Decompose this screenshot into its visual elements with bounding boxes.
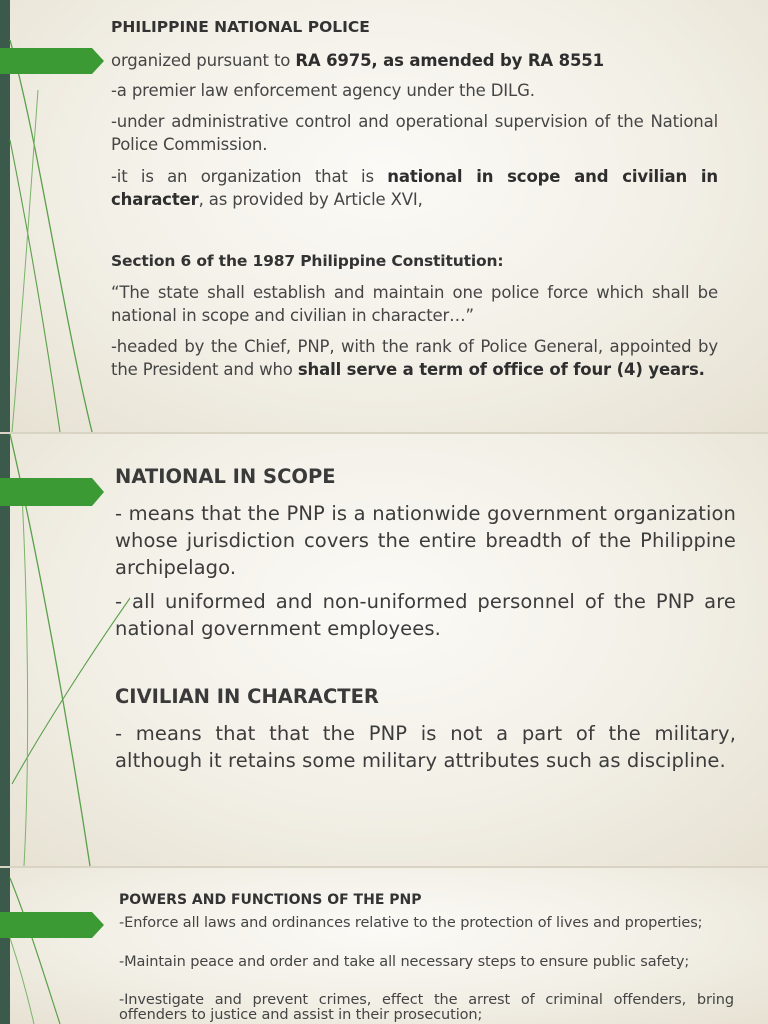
- slide-title: POWERS AND FUNCTIONS OF THE PNP: [119, 892, 422, 908]
- paragraph-not-military: - means that that the PNP is not a part of the military, although it retains some military attributes such as discipline.: [115, 722, 736, 772]
- slide-2: [0, 434, 768, 866]
- list-item: -Investigate and prevent crimes, effect the arrest of criminal offenders, bring offenders to justice and assist in their prosecution;: [119, 992, 734, 1023]
- paragraph-ra: organized pursuant to RA 6975, as amended by RA 8551: [111, 51, 604, 70]
- green-arrow-tab: [0, 478, 104, 506]
- decorative-swoosh: [0, 868, 120, 1024]
- heading-national-in-scope: NATIONAL IN SCOPE: [115, 465, 336, 488]
- paragraph-scope: -it is an organization that is national in scope and civilian in character, as provided by Article XVI,: [111, 167, 719, 209]
- paragraph-chief: -headed by the Chief, PNP, with the rank of Police General, appointed by the President and who shall serve a term of office of four (4) years.: [111, 337, 718, 379]
- constitution-quote: “The state shall establish and maintain one police force which shall be national in scope and civilian in character…”: [111, 283, 718, 325]
- slide-1: [0, 0, 768, 432]
- paragraph-employees: - all uniformed and non-uniformed personnel of the PNP are national government employees.: [115, 590, 736, 640]
- paragraph-nationwide: - means that the PNP is a nationwide government organization whose jurisdiction covers the entire breadth of the Philippine archipelago.: [115, 502, 736, 579]
- list-item: -Maintain peace and order and take all necessary steps to ensure public safety;: [119, 954, 690, 970]
- list-item: -Enforce all laws and ordinances relative to the protection of lives and properties;: [119, 915, 703, 931]
- slide-title: PHILIPPINE NATIONAL POLICE: [111, 18, 370, 36]
- section-heading: Section 6 of the 1987 Philippine Constitution:: [111, 252, 504, 270]
- slide-3: [0, 868, 768, 1024]
- heading-civilian-in-character: CIVILIAN IN CHARACTER: [115, 685, 379, 708]
- paragraph-napolcom: -under administrative control and operational supervision of the National Police Commission.: [111, 112, 718, 154]
- paragraph-dilg: -a premier law enforcement agency under the DILG.: [111, 81, 535, 100]
- green-arrow-tab: [0, 48, 104, 74]
- green-arrow-tab: [0, 912, 104, 938]
